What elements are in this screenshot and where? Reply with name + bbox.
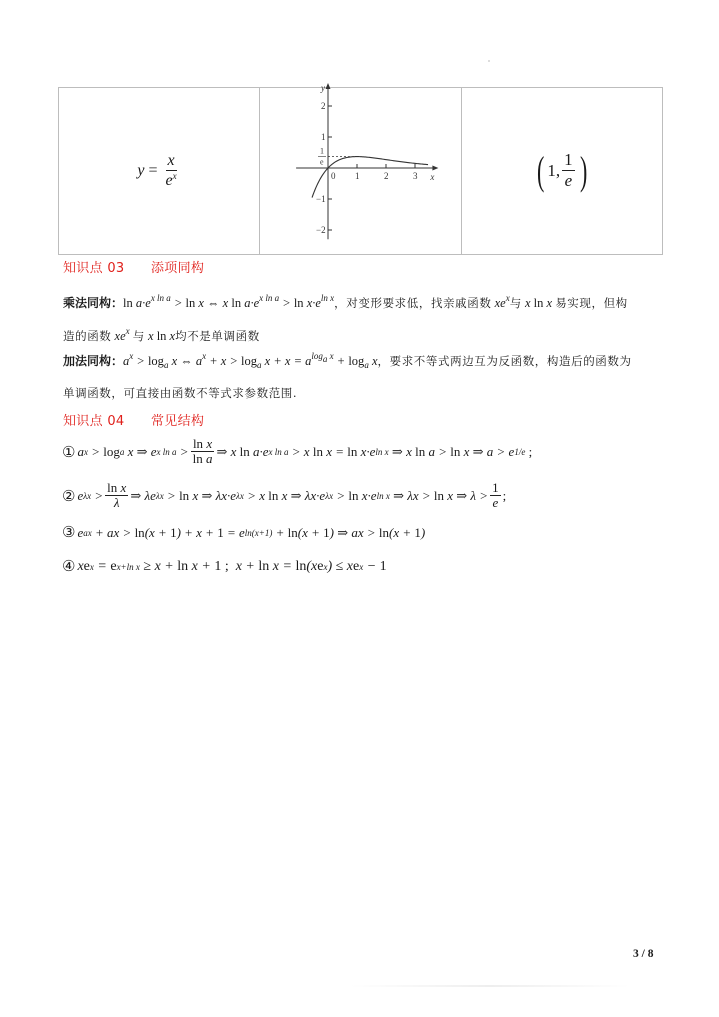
function-curve xyxy=(312,157,428,198)
x-tick-label: 3 xyxy=(413,171,418,181)
x-tick-label: 1 xyxy=(355,171,360,181)
function-cell xyxy=(59,88,260,254)
max-label-denominator: e xyxy=(320,157,324,167)
footer-shadow xyxy=(350,985,630,987)
x-axis-label: x xyxy=(430,172,435,182)
structure-2: ② e λx > $\frac{\text{ln x}}{\lambda}$ ⇒ λe λx > ln x ⇒ λx·e λx > x ln x ⇒ λx·e λx > ln x·e ln x ⇒ λx > ln x ⇒ λ > $\frac{1}{e}$ ; xyxy=(62,480,507,511)
multiplication-isomorphism-paragraph: 乘法同构：$\ln a\cdot e^{x ln a} > \ln x$ ⇔ x $\ln a\cdot e^{x ln a} > \ln x\cdot e^{ln x}$，对变形要求低，找亲戚函数 $xe^x$与 x ln x 易实现，但构 造的函数 $xe^x$ 与 x ln x均不是单调函数 xyxy=(63,293,628,343)
structure-4: ④ x e x = e x+ln x ≥ x + ln x + 1 ; x + ln x = ln (x e x ) ≤ x e x − 1 xyxy=(62,558,387,575)
y-axis-label: y xyxy=(321,82,325,93)
scan-artifact xyxy=(488,60,490,62)
x-axis-arrow xyxy=(432,166,438,171)
extremum-point: ( 1 , $\frac{1}{e}$ ) xyxy=(537,148,587,193)
y-tick-label: 2 xyxy=(321,101,326,111)
add-formula: $a^x > \log_a x$ ⇔ $a^x + x > \log_a x + x = a^{log_a x} + \log_a x$ xyxy=(123,351,378,370)
function-formula: y = $\frac{x}{e^x}$ xyxy=(137,152,177,189)
y-tick-label: −1 xyxy=(316,194,326,204)
y-tick-label: 1 xyxy=(321,132,326,142)
extremum-cell xyxy=(462,88,662,254)
mult-formula: $\ln a\cdot e^{x ln a} > \ln x$ ⇔ x $\ln a\cdot e^{x ln a} > \ln x\cdot e^{ln x}$ xyxy=(123,293,335,310)
y-axis-arrow xyxy=(326,83,331,89)
function-graph xyxy=(260,82,461,254)
addition-isomorphism-paragraph: 加法同构：$a^x > \log_a x$ ⇔ $a^x + x > \log_a x + x = a^{log_a x} + \log_a x$，要求不等式两边互为反函数，构造后的函数为 单调函数，可直接由函数不等式求参数范围. xyxy=(63,351,632,400)
structure-3: ③ e ax + ax > ln (x + 1 ) + x + 1 = e ln(x+1) + ln (x + 1 ) ⇒ ax > ln (x + 1 ) xyxy=(62,524,426,541)
x-tick-label: 0 xyxy=(331,171,336,181)
function-table-row xyxy=(58,82,663,255)
section-heading-03: 知识点 03 添项同构 xyxy=(63,261,205,276)
x-tick-label: 2 xyxy=(384,171,389,181)
section-heading-04: 知识点 04 常见结构 xyxy=(63,414,205,429)
structure-1: ① a x > log a x ⇒ e x ln a > $\frac{\text{ln x}}{\text{ln a}}$ ⇒ x ln a·e x ln a > x ln x = ln x·e ln x ⇒ x ln a > ln x ⇒ a > e 1/e ; xyxy=(62,436,533,467)
page-number: 3 / 8 xyxy=(633,948,654,960)
graph-cell xyxy=(260,82,462,254)
y-tick-label: −2 xyxy=(316,225,326,235)
max-label-numerator: 1 xyxy=(320,146,324,156)
